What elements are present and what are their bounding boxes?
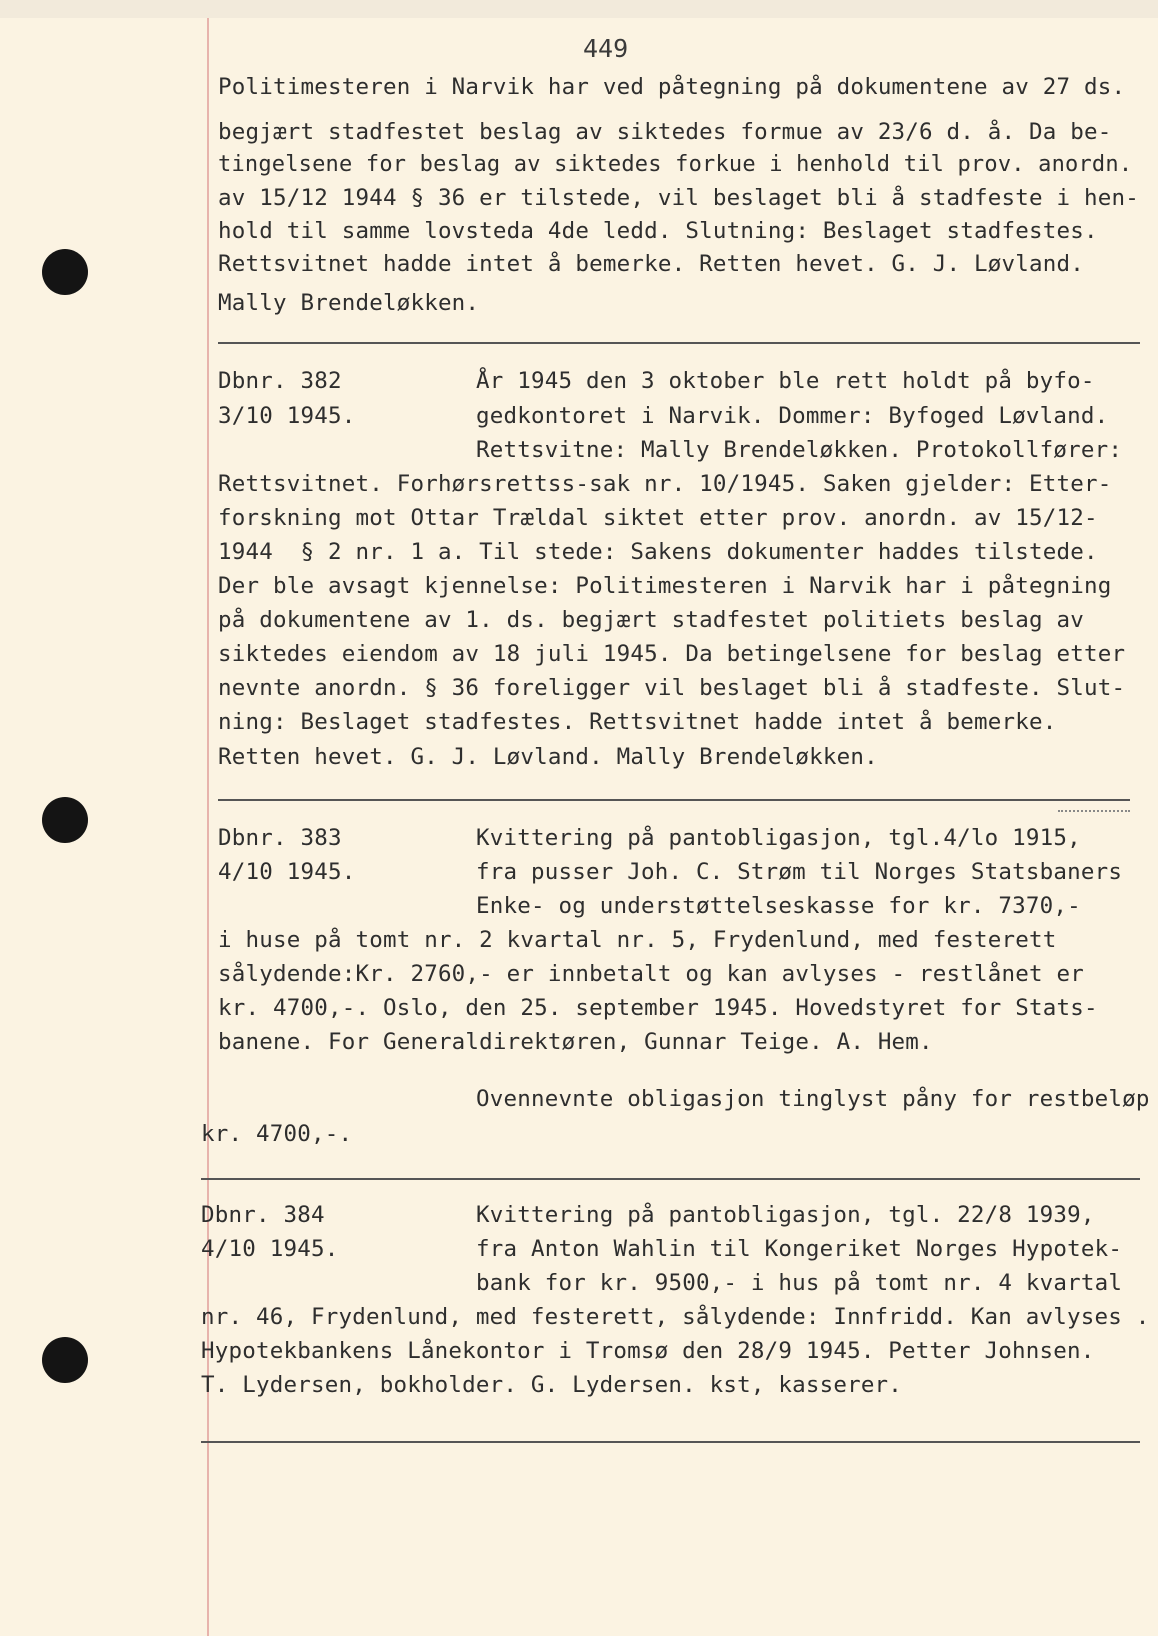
entry-3-line-3: T. Lydersen, bokholder. G. Lydersen. kst, kasserer. (201, 1372, 903, 1398)
entry-1-line-7: nevnte anordn. § 36 foreligger vil beslaget bli å stadfeste. Slut- (218, 675, 1126, 701)
entry-1-indented-3: Rettsvitne: Mally Brendeløkken. Protokollfører: (476, 437, 1123, 463)
punch-hole-middle (42, 797, 88, 843)
entry-2-line-2: sålydende:Kr. 2760,- er innbetalt og kan avlyses - restlånet er (218, 961, 1085, 987)
page-number: 449 (583, 34, 629, 63)
entry-3-line-2: Hypotekbankens Lånekontor i Tromsø den 28/9 1945. Petter Johnsen. (201, 1338, 1095, 1364)
dotted-mark (1058, 810, 1130, 812)
entry-0-line-2: begjært stadfestet beslag av siktedes formue av 23/6 d. å. Da be- (218, 119, 1112, 145)
entry-1-line-4: Der ble avsagt kjennelse: Politimesteren i Narvik har i påtegning (218, 573, 1112, 599)
entry-date: 4/10 1945. (201, 1236, 339, 1262)
entry-dbnr: Dbnr. 382 (218, 368, 342, 394)
entry-date: 4/10 1945. (218, 859, 356, 885)
entry-3-line-1: nr. 46, Frydenlund, med festerett, sålydende: Innfridd. Kan avlyses . (201, 1304, 1150, 1330)
entry-3-indented-3: bank for kr. 9500,- i hus på tomt nr. 4 kvartal (476, 1270, 1123, 1296)
entry-2-note: Ovennevnte obligasjon tinglyst påny for restbeløp (476, 1086, 1150, 1112)
entry-divider (201, 1178, 1140, 1180)
punch-hole-top (42, 249, 88, 295)
entry-divider (201, 1441, 1140, 1443)
entry-2-line-1: i huse på tomt nr. 2 kvartal nr. 5, Frydenlund, med festerett (218, 927, 1057, 953)
entry-divider (218, 799, 1130, 801)
entry-0-line-4: av 15/12 1944 § 36 er tilstede, vil beslaget bli å stadfeste i hen- (218, 185, 1139, 211)
entry-1-line-5: på dokumentene av 1. ds. begjært stadfestet politiets beslag av (218, 607, 1085, 633)
entry-1-indented-1: År 1945 den 3 oktober ble rett holdt på byfo- (476, 368, 1095, 394)
entry-0-line-6: Rettsvitnet hadde intet å bemerke. Retten hevet. G. J. Løvland. (218, 251, 1085, 277)
entry-dbnr: Dbnr. 384 (201, 1202, 325, 1228)
entry-1-line-1: Rettsvitnet. Forhørsrettss-sak nr. 10/1945. Saken gjelder: Etter- (218, 471, 1112, 497)
entry-2-indented-1: Kvittering på pantobligasjon, tgl.4/lo 1915, (476, 825, 1081, 851)
entry-2-line-4: banene. For Generaldirektøren, Gunnar Teige. A. Hem. (218, 1029, 933, 1055)
entry-1-line-8: ning: Beslaget stadfestes. Rettsvitnet hadde intet å bemerke. (218, 709, 1057, 735)
entry-0-line-5: hold til samme lovsteda 4de ledd. Slutning: Beslaget stadfestes. (218, 218, 1098, 244)
entry-3-indented-2: fra Anton Wahlin til Kongeriket Norges Hypotek- (476, 1236, 1123, 1262)
entry-1-line-3: 1944 § 2 nr. 1 a. Til stede: Sakens dokumenter haddes tilstede. (218, 539, 1098, 565)
entry-0-line-1: Politimesteren i Narvik har ved påtegning på dokumentene av 27 ds. (218, 74, 1126, 100)
entry-1-line-6: siktedes eiendom av 18 juli 1945. Da betingelsene for beslag etter (218, 641, 1126, 667)
punch-hole-bottom (42, 1337, 88, 1383)
entry-dbnr: Dbnr. 383 (218, 825, 342, 851)
entry-1-indented-2: gedkontoret i Narvik. Dommer: Byfoged Løvland. (476, 403, 1109, 429)
entry-2-note-continuation: kr. 4700,-. (201, 1121, 353, 1147)
entry-0-line-3: tingelsene for beslag av siktedes forkue i henhold til prov. anordn. (218, 152, 1133, 177)
entry-1-line-9: Retten hevet. G. J. Løvland. Mally Brendeløkken. (218, 744, 878, 770)
entry-0-line-7: Mally Brendeløkken. (218, 290, 480, 316)
page-top-edge (0, 0, 1158, 18)
entry-1-line-2: forskning mot Ottar Trældal siktet etter prov. anordn. av 15/12- (218, 505, 1098, 531)
entry-2-indented-3: Enke- og understøttelseskasse for kr. 7370,- (476, 893, 1081, 919)
entry-2-indented-2: fra pusser Joh. C. Strøm til Norges Statsbaners (476, 859, 1123, 885)
entry-divider (218, 342, 1140, 344)
entry-2-line-3: kr. 4700,-. Oslo, den 25. september 1945. Hovedstyret for Stats- (218, 995, 1098, 1021)
entry-date: 3/10 1945. (218, 403, 356, 429)
entry-3-indented-1: Kvittering på pantobligasjon, tgl. 22/8 1939, (476, 1202, 1095, 1228)
